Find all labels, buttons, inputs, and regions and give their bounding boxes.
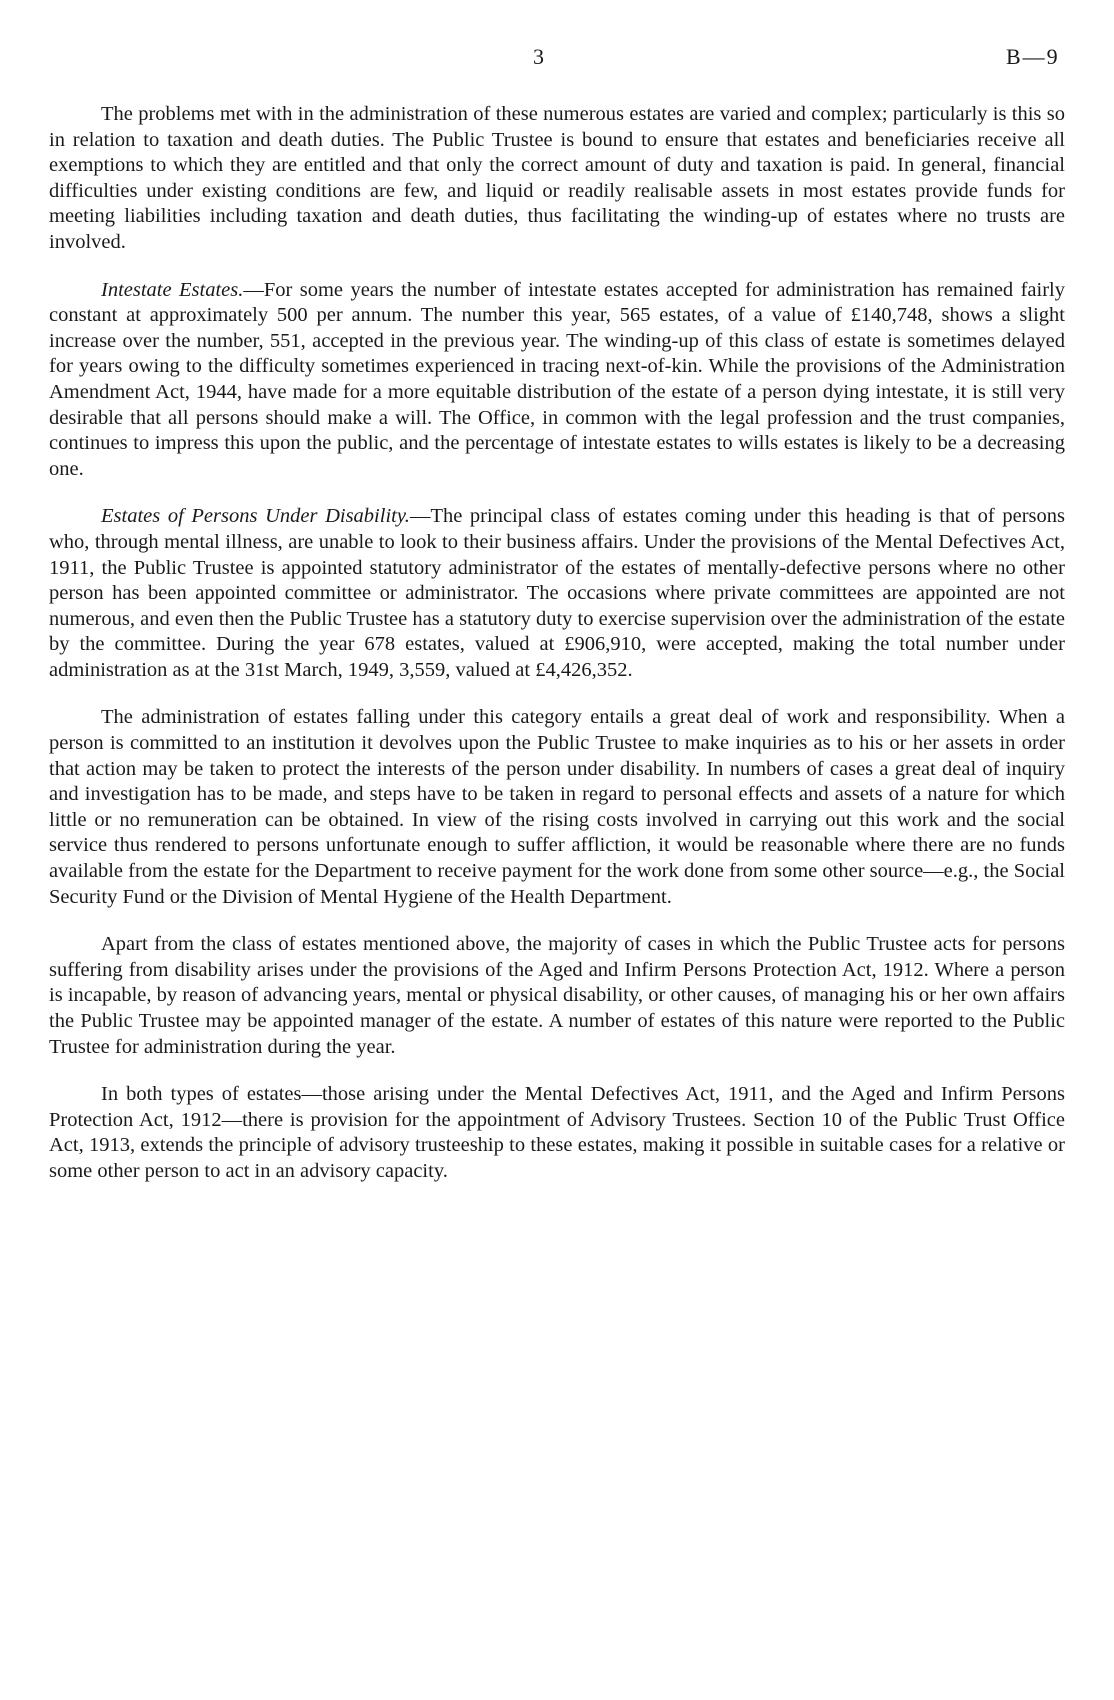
paragraph-text: The problems met with in the administration of these numerous estates are varied and complex; particularly is this so in relation to taxation and death duties. The Public Trustee is bound to ensure that estates and beneficiaries receive all exemptions to which they are entitled and that only the correct amount of duty and taxation is paid. In general, financial difficulties under existing conditions are few, and liquid or readily realisable assets in most estates provide funds for meeting liabilities including taxation and death duties, thus facilitating the winding-up of estates where no trusts are involved. [49,103,1065,253]
paragraph-text: In both types of estates—those arising under the Mental Defectives Act, 1911, and the Aged and Infirm Persons Protection Act, 1912—there is provision for the appointment of Advisory Trustees. Section 10 of the Public Trust Office Act, 1913, extends the principle of advisory trusteeship to these estates, making it possible in suitable cases for a relative or some other person to act in an advisory capacity. [49,1083,1065,1182]
page-number: 3 [533,44,544,69]
paragraph-intestate-estates [49,278,1065,483]
paragraph-advisory-trustees [49,1082,1065,1184]
paragraph-text: —The principal class of estates coming under this heading is that of persons who, through mental illness, are unable to look to their business affairs. Under the provisions of the Mental Defectives Act, 1911, the Public Trustee is appointed statutory administrator of the estates of mentally-defective persons where no other person has been appointed committee or administrator. The occasions where private committees are appointed are not numerous, and even then the Public Trustee has a statutory duty to exercise supervision over the administration of the estate by the committee. During the year 678 estates, valued at £906,910, were accepted, making the total number under administration as at the 31st March, 1949, 3,559, valued at £4,426,352. [49,505,1065,681]
paragraph-taxation [49,102,1065,256]
paragraph-text: The administration of estates falling under this category entails a great deal of work and responsibility. When a person is committed to an institution it devolves upon the Public Trustee to make inquiries as to his or her assets in order that action may be taken to protect the interests of the person under disability. In numbers of cases a great deal of inquiry and investigation has to be made, and steps have to be taken in regard to personal effects and assets of a nature for which little or no remuneration can be obtained. In view of the rising costs involved in carrying out this work and the social service thus rendered to persons unfortunate enough to suffer affliction, it would be reasonable where there are no funds available from the estate for the Department to receive payment for the work done from some other source—e.g., the Social Security Fund or the Division of Mental Hygiene of the Health Department. [49,706,1065,908]
section-heading-persons-under-disability: Estates of Persons Under Disability. [101,505,410,528]
paragraph-administration-work [49,705,1065,910]
section-heading-intestate-estates: Intestate Estates. [101,278,244,301]
paragraph-text: —For some years the number of intestate estates accepted for administration has remained fairly constant at approximately 500 per annum. The number this year, 565 estates, of a value of £140,748, shows a slight increase over the number, 551, accepted in the previous year. The winding-up of this class of estate is sometimes delayed for years owing to the difficulty sometimes experienced in tracing next-of-kin. While the provisions of the Administration Amendment Act, 1944, have made for a more equitable distribution of the estate of a person dying intestate, it is still very desirable that all persons should make a will. The Office, in common with the legal profession and the trust companies, continues to impress this upon the public, and the percentage of intestate estates to wills estates is likely to be a decreasing one. [49,278,1065,480]
paragraph-text: Apart from the class of estates mentioned above, the majority of cases in which the Public Trustee acts for persons suffering from disability arises under the provisions of the Aged and Infirm Persons Protection Act, 1912. Where a person is incapable, by reason of advancing years, mental or physical disability, or other causes, of managing his or her own affairs the Public Trustee may be appointed manager of the estate. A number of estates of this nature were reported to the Public Trustee for administration during the year. [49,933,1065,1058]
paragraph-aged-infirm [49,932,1065,1060]
paragraph-persons-under-disability [49,504,1065,683]
document-reference: B—9 [1006,44,1060,69]
body-text [49,102,1065,1185]
